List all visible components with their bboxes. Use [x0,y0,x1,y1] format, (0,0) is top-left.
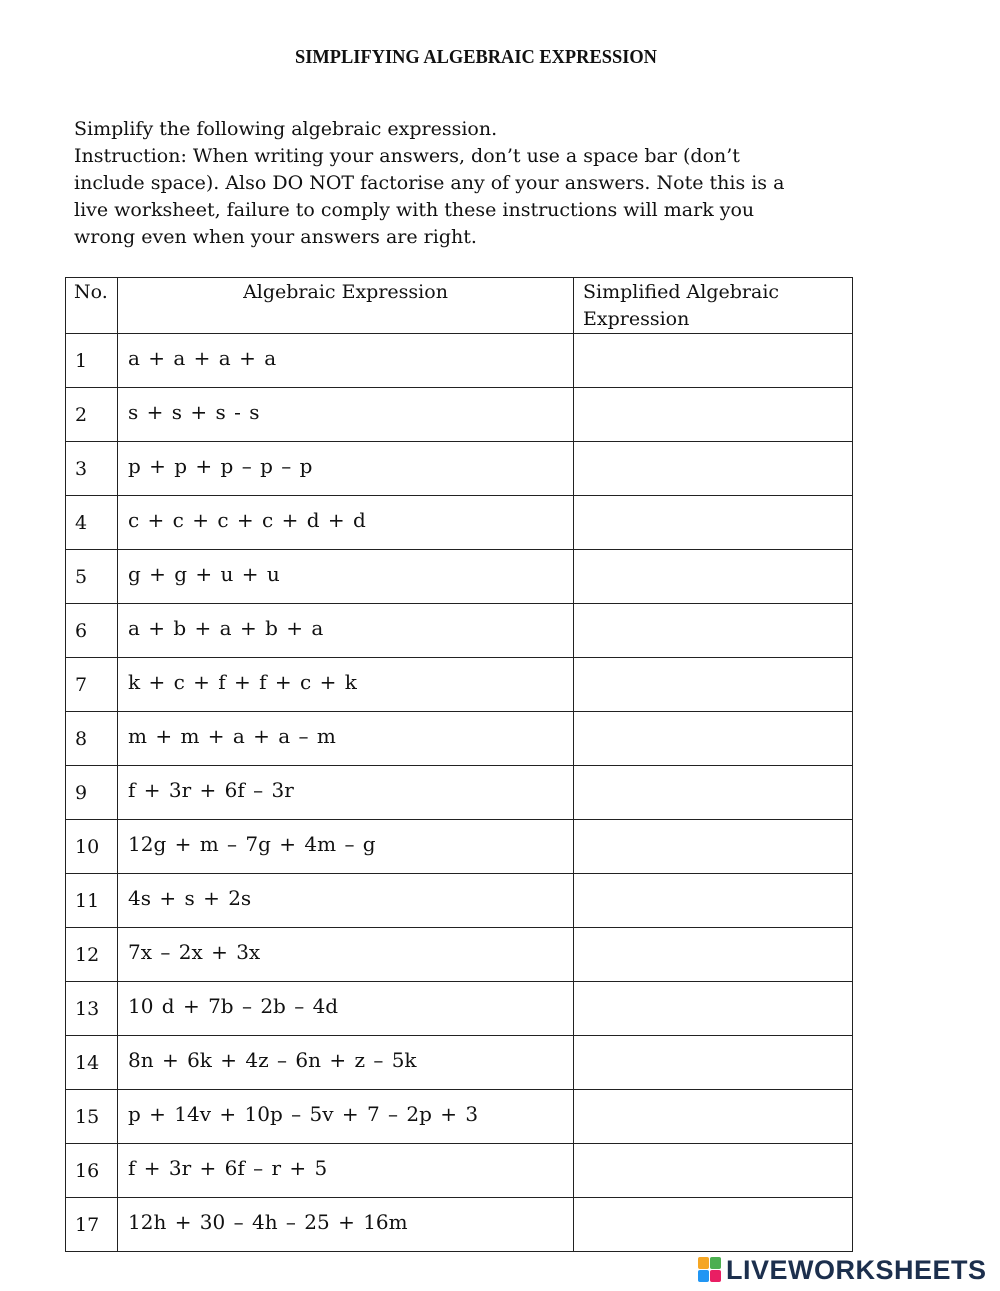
row-number: 5 [66,550,118,604]
row-number: 13 [66,982,118,1036]
answer-cell[interactable] [574,1144,853,1198]
liveworksheets-mark-icon [698,1257,722,1283]
algebraic-expression: 12h + 30 – 4h – 25 + 16m [118,1198,574,1252]
answer-cell[interactable] [574,1036,853,1090]
table-row [66,334,853,388]
algebraic-expression: k + c + f + f + c + k [118,658,574,712]
table-row [66,766,853,820]
algebraic-expression: 7x – 2x + 3x [118,928,574,982]
table-row [66,928,853,982]
liveworksheets-logo [698,1254,987,1286]
table-row [66,604,853,658]
instruction-line: Instruction: When writing your answers, don’t use a space bar (don’t [74,145,740,167]
row-number: 17 [66,1198,118,1252]
algebraic-expression: p + p + p – p – p [118,442,574,496]
row-number: 15 [66,1090,118,1144]
answer-cell[interactable] [574,442,853,496]
table-row [66,712,853,766]
answer-cell[interactable] [574,820,853,874]
row-number: 16 [66,1144,118,1198]
answer-cell[interactable] [574,496,853,550]
table-row [66,442,853,496]
row-number: 12 [66,928,118,982]
table-row [66,1090,853,1144]
algebraic-expression: a + a + a + a [118,334,574,388]
row-number: 2 [66,388,118,442]
table-header-row [66,278,853,334]
answer-cell[interactable] [574,766,853,820]
algebraic-expression: c + c + c + c + d + d [118,496,574,550]
table-row [66,388,853,442]
answer-cell[interactable] [574,334,853,388]
algebraic-expression: f + 3r + 6f – 3r [118,766,574,820]
algebraic-expression: 12g + m – 7g + 4m – g [118,820,574,874]
instruction-line: Simplify the following algebraic expression. [74,118,498,140]
algebraic-expression: 8n + 6k + 4z – 6n + z – 5k [118,1036,574,1090]
answer-cell[interactable] [574,388,853,442]
algebraic-expression: m + m + a + a – m [118,712,574,766]
table-row [66,820,853,874]
table-row [66,658,853,712]
row-number: 10 [66,820,118,874]
table-row [66,496,853,550]
table-row [66,1036,853,1090]
expression-table [65,277,853,1252]
row-number: 4 [66,496,118,550]
answer-cell[interactable] [574,712,853,766]
algebraic-expression: g + g + u + u [118,550,574,604]
table-row [66,1144,853,1198]
instructions [74,116,874,251]
row-number: 14 [66,1036,118,1090]
header-expression: Algebraic Expression [118,278,574,334]
row-number: 11 [66,874,118,928]
algebraic-expression: p + 14v + 10p – 5v + 7 – 2p + 3 [118,1090,574,1144]
algebraic-expression: a + b + a + b + a [118,604,574,658]
header-answer: Simplified Algebraic Expression [574,278,853,334]
answer-cell[interactable] [574,982,853,1036]
answer-cell[interactable] [574,658,853,712]
table-row [66,982,853,1036]
row-number: 3 [66,442,118,496]
row-number: 8 [66,712,118,766]
row-number: 1 [66,334,118,388]
answer-cell[interactable] [574,874,853,928]
algebraic-expression: 10 d + 7b – 2b – 4d [118,982,574,1036]
table-row [66,550,853,604]
answer-cell[interactable] [574,928,853,982]
table-row [66,1198,853,1252]
algebraic-expression: f + 3r + 6f – r + 5 [118,1144,574,1198]
instruction-line: include space). Also DO NOT factorise any of your answers. Note this is a [74,172,785,194]
table-row [66,874,853,928]
answer-cell[interactable] [574,1198,853,1252]
answer-cell[interactable] [574,550,853,604]
algebraic-expression: s + s + s - s [118,388,574,442]
answer-cell[interactable] [574,1090,853,1144]
row-number: 9 [66,766,118,820]
instruction-line: wrong even when your answers are right. [74,226,477,248]
worksheet-title: SIMPLIFYING ALGEBRAIC EXPRESSION [295,46,657,68]
row-number: 7 [66,658,118,712]
algebraic-expression: 4s + s + 2s [118,874,574,928]
row-number: 6 [66,604,118,658]
brand-name: LIVEWORKSHEETS [726,1254,987,1285]
header-no: No. [66,278,118,334]
answer-cell[interactable] [574,604,853,658]
instruction-line: live worksheet, failure to comply with these instructions will mark you [74,199,755,221]
